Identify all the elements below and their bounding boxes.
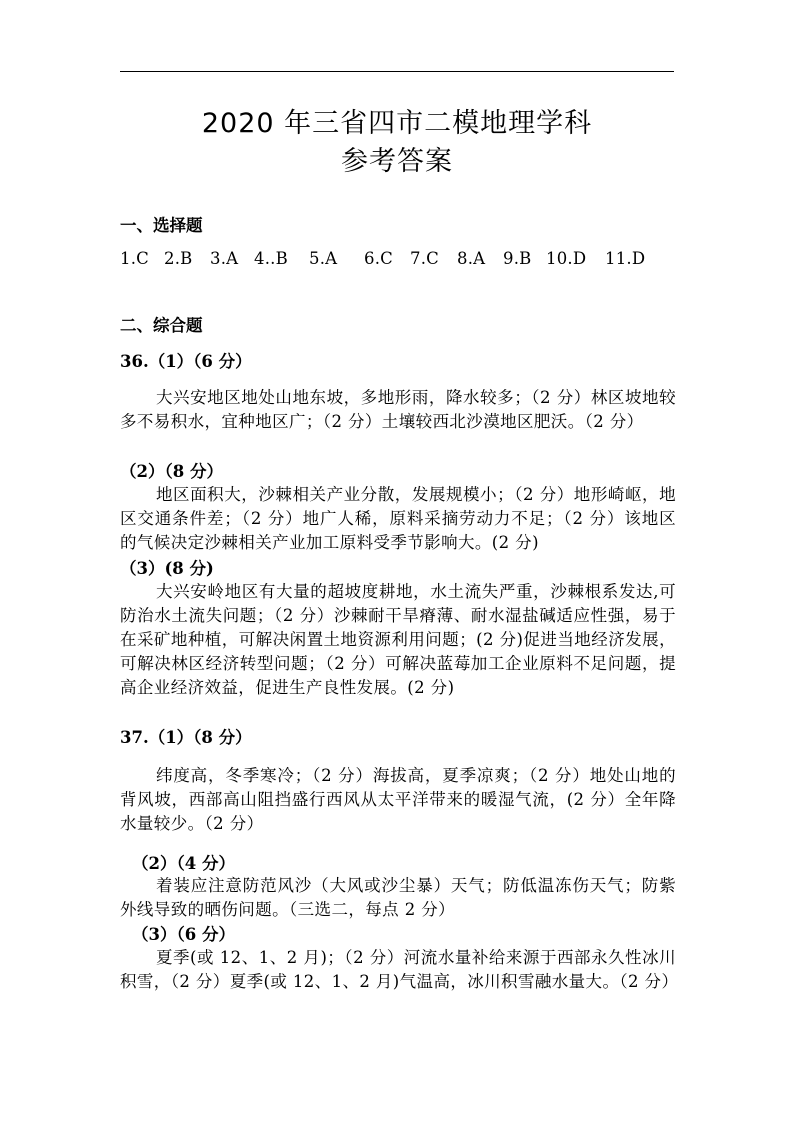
question-37-part3-answer: 夏季(或 12、1、2 月)；（2 分）河流水量补给来源于西部永久性冰川积雪，（2 分）夏季(或 12、1、2 月)气温高，冰川积雪融水量大。（2 分） xyxy=(120,948,679,991)
answer-item: 4..B xyxy=(254,249,288,268)
question-37-label: 37.（1）（8 分） xyxy=(120,728,252,747)
question-37-part1-answer: 纬度高，冬季寒冷；（2 分）海拔高，夏季凉爽；（2 分）地处山地的背风坡，西部高山阻挡盛行西风从太平洋带来的暖湿气流，(2 分）全年降水量较少。（2 分） xyxy=(120,766,676,833)
question-36-part1-answer: 大兴安地区地处山地东坡，多地形雨，降水较多；（2 分）林区坡地较多不易积水，宜种地区广；（2 分）土壤较西北沙漠地区肥沃。（2 分） xyxy=(120,388,676,431)
question-37-part3-label: （3）（6 分） xyxy=(132,925,235,944)
question-36-label: 36.（1）（6 分） xyxy=(120,352,252,371)
question-37-part2-answer: 着装应注意防范风沙（大风或沙尘暴）天气；防低温冻伤天气；防紫外线导致的晒伤问题。（三选二，每点 2 分） xyxy=(120,876,676,919)
answer-item: 6.C xyxy=(364,249,393,268)
section-heading-multiple-choice: 一、选择题 xyxy=(120,216,203,235)
question-37-part2-label: （2）（4 分） xyxy=(132,854,235,873)
answer-item: 5.A xyxy=(309,249,338,268)
document-subtitle: 参考答案 xyxy=(341,146,453,177)
question-36-part3-answer: 大兴安岭地区有大量的超坡度耕地，水土流失严重，沙棘根系发达,可防治水土流失问题；（2 分）沙棘耐干旱瘠薄、耐水湿盐碱适应性强，易于在采矿地种植，可解决闲置土地资源利用问题；(2 分)促进当地经济发展，可解决林区经济转型问题；（2 分）可解决蓝莓加工企业原料不足问题，提高企业经济效益，促进生产良性发展。(2 分) xyxy=(120,582,676,697)
question-36-part2-answer: 地区面积大，沙棘相关产业分散，发展规模小；（2 分）地形崎岖，地区交通条件差；（2 分）地广人稀，原料采摘劳动力不足；（2 分）该地区的气候决定沙棘相关产业加工原料受季节影响大。(2 分) xyxy=(120,485,676,552)
question-36-part2-label: （2）（8 分） xyxy=(120,462,223,481)
document-title: 2020 年三省四市二模地理学科 xyxy=(201,108,593,139)
top-rule xyxy=(120,71,674,72)
section-heading-comprehensive: 二、综合题 xyxy=(120,316,203,335)
answer-item: 9.B xyxy=(503,249,532,268)
answer-item: 3.A xyxy=(210,249,239,268)
answer-item: 8.A xyxy=(457,249,486,268)
answer-item: 10.D xyxy=(546,249,587,268)
answer-item: 1.C xyxy=(120,249,149,268)
answer-item: 2.B xyxy=(164,249,193,268)
question-36-part3-label: （3）(8 分) xyxy=(120,559,214,578)
answer-item: 11.D xyxy=(605,249,646,268)
answer-item: 7.C xyxy=(410,249,439,268)
multiple-choice-answers xyxy=(120,249,645,268)
